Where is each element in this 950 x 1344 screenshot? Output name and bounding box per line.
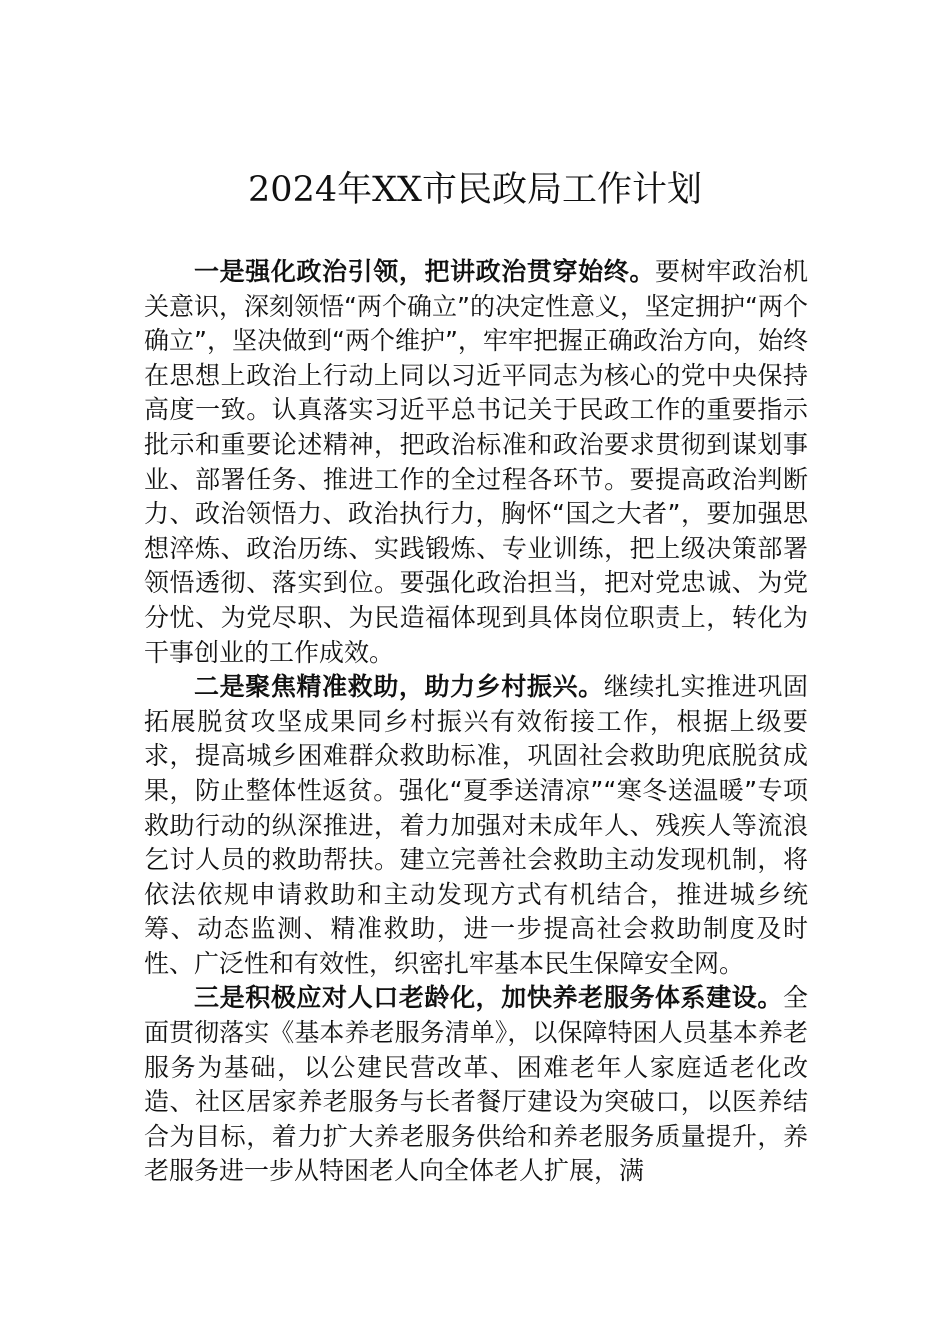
paragraph-lead: 三是积极应对人口老龄化，加快养老服务体系建设。 <box>194 983 783 1013</box>
paragraph-body: 全面贯彻落实《基本养老服务清单》，以保障特困人员基本养老服务为基础，以公建民营改革、困难老年人家庭适老化改造、社区居家养老服务与长者餐厅建设为突破口，以医养结合为目标，着力扩大养老服务供给和养老服务质量提升，养老服务进一步从特困老人向全体老人扩展，满 <box>144 983 808 1186</box>
paragraph-political-leadership <box>144 255 808 670</box>
paragraph-elderly-care <box>144 981 808 1189</box>
paragraph-body: 继续扎实推进巩固拓展脱贫攻坚成果同乡村振兴有效衔接工作，根据上级要求，提高城乡困难群众救助标准，巩固社会救助兜底脱贫成果，防止整体性返贫。强化“夏季送清凉”“寒冬送温暖”专项救助行动的纵深推进，着力加强对未成年人、残疾人等流浪乞讨人员的救助帮扶。建立完善社会救助主动发现机制，将依法依规申请救助和主动发现方式有机结合，推进城乡统筹、动态监测、精准救助，进一步提高社会救助制度及时性、广泛性和有效性，织密扎牢基本民生保障安全网。 <box>144 672 808 978</box>
paragraph-lead: 一是强化政治引领，把讲政治贯穿始终。 <box>194 257 655 286</box>
paragraph-precise-assistance <box>144 670 808 981</box>
document-body <box>144 255 808 1189</box>
page-title: 2024年XX市民政局工作计划 <box>248 170 702 210</box>
paragraph-lead: 二是聚焦精准救助，助力乡村振兴。 <box>194 672 604 702</box>
paragraph-body: 要树牢政治机关意识，深刻领悟“两个确立”的决定性意义，坚定拥护“两个确立”，坚决做到“两个维护”，牢牢把握正确政治方向，始终在思想上政治上行动上同以习近平同志为核心的党中央保持高度一致。认真落实习近平总书记关于民政工作的重要指示批示和重要论述精神，把政治标准和政治要求贯彻到谋划事业、部署任务、推进工作的全过程各环节。要提高政治判断力、政治领悟力、政治执行力，胸怀“国之大者”，要加强思想淬炼、政治历练、实践锻炼、专业训练，把上级决策部署领悟透彻、落实到位。要强化政治担当，把对党忠诚、为党分忧、为党尽职、为民造福体现到具体岗位职责上，转化为干事创业的工作成效。 <box>144 257 808 667</box>
